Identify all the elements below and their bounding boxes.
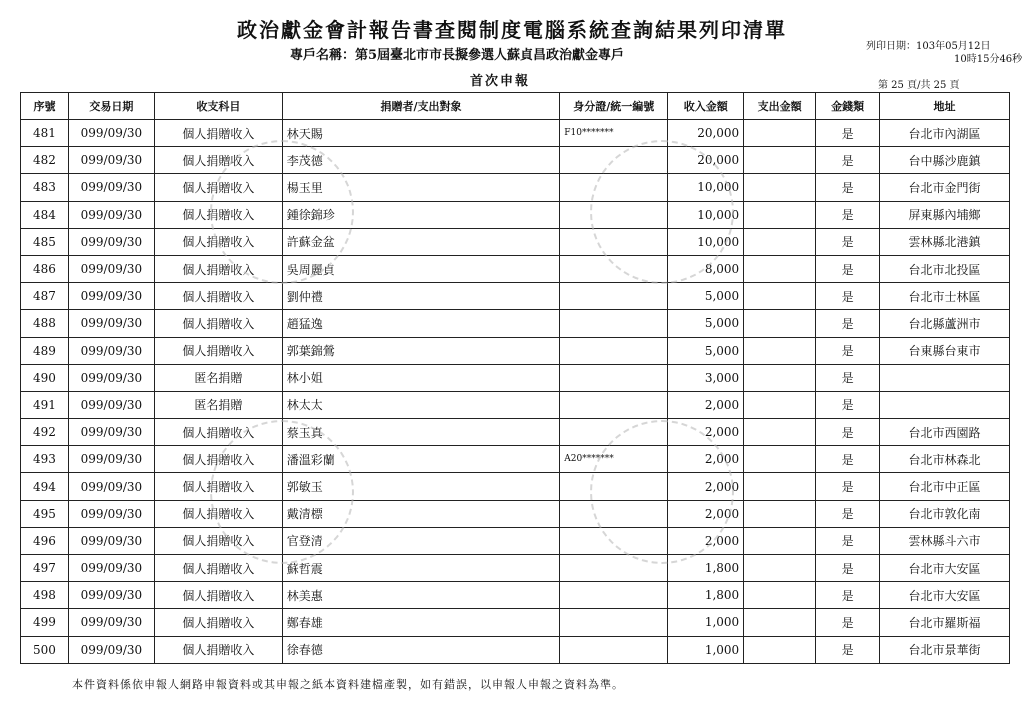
print-date-line [866, 40, 1022, 53]
table-row [21, 201, 1010, 228]
cell-id-number [560, 582, 668, 609]
header-address: 地址 [880, 93, 1010, 120]
cell-income-amount: 10,000 [668, 201, 744, 228]
cell-serial-no: 484 [21, 201, 69, 228]
cell-donor: 官登清 [282, 527, 560, 554]
account-name: 專戶名稱：第5屆臺北市市長擬參選人蘇貞昌政治獻金專戶 [290, 48, 625, 63]
header-expense-amount: 支出金額 [744, 93, 816, 120]
cell-id-number [560, 337, 668, 364]
table-body [21, 120, 1010, 664]
header-cash-flag: 金錢類 [816, 93, 880, 120]
cell-address: 台北市林森北 [880, 446, 1010, 473]
cell-category: 個人捐贈收入 [154, 255, 282, 282]
cell-transaction-date: 099/09/30 [68, 255, 154, 282]
cell-category: 匿名捐贈 [154, 364, 282, 391]
cell-donor: 許蘇金盆 [282, 228, 560, 255]
cell-income-amount: 5,000 [668, 283, 744, 310]
cell-id-number [560, 310, 668, 337]
cell-donor: 趙猛逸 [282, 310, 560, 337]
cell-transaction-date: 099/09/30 [68, 391, 154, 418]
cell-donor: 楊玉里 [282, 174, 560, 201]
print-info [866, 40, 1022, 66]
cell-address: 雲林縣北港鎮 [880, 228, 1010, 255]
cell-income-amount: 2,000 [668, 391, 744, 418]
cell-category: 個人捐贈收入 [154, 582, 282, 609]
cell-expense-amount [744, 391, 816, 418]
print-date: 103年05月12日 [916, 41, 991, 52]
cell-expense-amount [744, 174, 816, 201]
cell-transaction-date: 099/09/30 [68, 636, 154, 663]
cell-serial-no: 500 [21, 636, 69, 663]
cell-address: 台中縣沙鹿鎮 [880, 147, 1010, 174]
cell-expense-amount [744, 201, 816, 228]
cell-transaction-date: 099/09/30 [68, 555, 154, 582]
cell-expense-amount [744, 419, 816, 446]
cell-expense-amount [744, 337, 816, 364]
document-title: 政治獻金會計報告書查閱制度電腦系統查詢結果列印清單 [237, 18, 787, 42]
cell-income-amount: 10,000 [668, 174, 744, 201]
header-donor: 捐贈者/支出對象 [282, 93, 560, 120]
cell-cash-flag: 是 [816, 446, 880, 473]
cell-donor: 郭葉錦鶯 [282, 337, 560, 364]
cell-donor: 徐春德 [282, 636, 560, 663]
cell-donor: 劉仲禮 [282, 283, 560, 310]
cell-cash-flag: 是 [816, 283, 880, 310]
cell-donor: 鄭春雄 [282, 609, 560, 636]
cell-address [880, 364, 1010, 391]
cell-transaction-date: 099/09/30 [68, 419, 154, 446]
cell-cash-flag: 是 [816, 473, 880, 500]
cell-category: 個人捐贈收入 [154, 609, 282, 636]
table-row [21, 446, 1010, 473]
cell-cash-flag: 是 [816, 228, 880, 255]
print-date-label: 列印日期： [866, 41, 916, 52]
cell-address: 台北市敦化南 [880, 500, 1010, 527]
cell-cash-flag: 是 [816, 255, 880, 282]
cell-address: 屏東縣內埔鄉 [880, 201, 1010, 228]
cell-income-amount: 2,000 [668, 500, 744, 527]
cell-id-number [560, 391, 668, 418]
cell-income-amount: 8,000 [668, 255, 744, 282]
cell-donor: 林天賜 [282, 120, 560, 147]
table-row [21, 255, 1010, 282]
cell-cash-flag: 是 [816, 120, 880, 147]
cell-income-amount: 5,000 [668, 337, 744, 364]
cell-category: 個人捐贈收入 [154, 120, 282, 147]
cell-transaction-date: 099/09/30 [68, 147, 154, 174]
cell-income-amount: 2,000 [668, 446, 744, 473]
table-row [21, 391, 1010, 418]
cell-income-amount: 1,800 [668, 582, 744, 609]
cell-cash-flag: 是 [816, 147, 880, 174]
cell-serial-no: 499 [21, 609, 69, 636]
cell-transaction-date: 099/09/30 [68, 174, 154, 201]
cell-serial-no: 492 [21, 419, 69, 446]
header-id-number: 身分證/統一編號 [560, 93, 668, 120]
cell-transaction-date: 099/09/30 [68, 310, 154, 337]
cell-income-amount: 20,000 [668, 120, 744, 147]
cell-income-amount: 20,000 [668, 147, 744, 174]
header-serial-no: 序號 [21, 93, 69, 120]
cell-category: 個人捐贈收入 [154, 500, 282, 527]
cell-donor: 蘇哲震 [282, 555, 560, 582]
table-row [21, 310, 1010, 337]
cell-id-number [560, 473, 668, 500]
cell-address: 台北市中正區 [880, 473, 1010, 500]
table-row [21, 419, 1010, 446]
table-row [21, 283, 1010, 310]
cell-address: 台北市西園路 [880, 419, 1010, 446]
cell-id-number [560, 228, 668, 255]
cell-address: 台北市內湖區 [880, 120, 1010, 147]
cell-cash-flag: 是 [816, 310, 880, 337]
cell-id-number [560, 283, 668, 310]
cell-donor: 蔡玉真 [282, 419, 560, 446]
table-header-row [21, 93, 1010, 120]
cell-donor: 郭敏玉 [282, 473, 560, 500]
cell-expense-amount [744, 555, 816, 582]
cell-id-number [560, 527, 668, 554]
cell-income-amount: 2,000 [668, 473, 744, 500]
cell-transaction-date: 099/09/30 [68, 337, 154, 364]
cell-address: 台北縣蘆洲市 [880, 310, 1010, 337]
cell-category: 個人捐贈收入 [154, 446, 282, 473]
cell-income-amount: 5,000 [668, 310, 744, 337]
cell-serial-no: 494 [21, 473, 69, 500]
cell-id-number [560, 201, 668, 228]
cell-income-amount: 3,000 [668, 364, 744, 391]
cell-transaction-date: 099/09/30 [68, 500, 154, 527]
cell-donor: 林太太 [282, 391, 560, 418]
footer-note: 本件資料係依申報人網路申報資料或其申報之紙本資料建檔產製，如有錯誤，以申報人申報之資料為準。 [72, 678, 624, 691]
cell-id-number [560, 419, 668, 446]
cell-id-number [560, 609, 668, 636]
cell-category: 個人捐贈收入 [154, 174, 282, 201]
cell-transaction-date: 099/09/30 [68, 228, 154, 255]
cell-serial-no: 498 [21, 582, 69, 609]
cell-donor: 李茂德 [282, 147, 560, 174]
cell-expense-amount [744, 283, 816, 310]
cell-category: 個人捐贈收入 [154, 283, 282, 310]
cell-cash-flag: 是 [816, 174, 880, 201]
cell-serial-no: 487 [21, 283, 69, 310]
cell-donor: 林美惠 [282, 582, 560, 609]
table-row [21, 609, 1010, 636]
cell-expense-amount [744, 636, 816, 663]
table-row [21, 582, 1010, 609]
cell-address: 台北市大安區 [880, 555, 1010, 582]
cell-expense-amount [744, 255, 816, 282]
cell-cash-flag: 是 [816, 500, 880, 527]
table-row [21, 500, 1010, 527]
cell-income-amount: 2,000 [668, 419, 744, 446]
cell-cash-flag: 是 [816, 364, 880, 391]
cell-cash-flag: 是 [816, 527, 880, 554]
cell-serial-no: 491 [21, 391, 69, 418]
cell-serial-no: 490 [21, 364, 69, 391]
cell-expense-amount [744, 527, 816, 554]
cell-serial-no: 489 [21, 337, 69, 364]
cell-income-amount: 10,000 [668, 228, 744, 255]
page-info: 第 25 頁/共 25 頁 [878, 80, 960, 91]
table-row [21, 337, 1010, 364]
cell-cash-flag: 是 [816, 337, 880, 364]
table-row [21, 174, 1010, 201]
cell-expense-amount [744, 473, 816, 500]
cell-serial-no: 488 [21, 310, 69, 337]
header-income-amount: 收入金額 [668, 93, 744, 120]
cell-category: 匿名捐贈 [154, 391, 282, 418]
cell-cash-flag: 是 [816, 636, 880, 663]
table-row [21, 527, 1010, 554]
cell-category: 個人捐贈收入 [154, 555, 282, 582]
cell-income-amount: 1,000 [668, 636, 744, 663]
cell-id-number [560, 147, 668, 174]
cell-transaction-date: 099/09/30 [68, 120, 154, 147]
header-category: 收支科目 [154, 93, 282, 120]
cell-category: 個人捐贈收入 [154, 147, 282, 174]
cell-donor: 潘溫彩蘭 [282, 446, 560, 473]
cell-address: 台北市大安區 [880, 582, 1010, 609]
cell-address [880, 391, 1010, 418]
cell-transaction-date: 099/09/30 [68, 283, 154, 310]
cell-cash-flag: 是 [816, 201, 880, 228]
cell-transaction-date: 099/09/30 [68, 582, 154, 609]
cell-category: 個人捐贈收入 [154, 527, 282, 554]
cell-transaction-date: 099/09/30 [68, 609, 154, 636]
cell-id-number [560, 255, 668, 282]
table-row [21, 228, 1010, 255]
cell-donor: 鍾徐錦珍 [282, 201, 560, 228]
cell-transaction-date: 099/09/30 [68, 527, 154, 554]
cell-id-number [560, 636, 668, 663]
cell-id-number: F10******* [560, 120, 668, 147]
cell-address: 台北市羅斯福 [880, 609, 1010, 636]
cell-serial-no: 496 [21, 527, 69, 554]
cell-serial-no: 497 [21, 555, 69, 582]
cell-income-amount: 1,800 [668, 555, 744, 582]
cell-donor: 戴清標 [282, 500, 560, 527]
cell-address: 台北市景華街 [880, 636, 1010, 663]
table-row [21, 364, 1010, 391]
donation-ledger-table [20, 92, 1010, 664]
cell-cash-flag: 是 [816, 555, 880, 582]
cell-serial-no: 481 [21, 120, 69, 147]
cell-transaction-date: 099/09/30 [68, 473, 154, 500]
cell-expense-amount [744, 310, 816, 337]
cell-cash-flag: 是 [816, 419, 880, 446]
cell-category: 個人捐贈收入 [154, 419, 282, 446]
table-row [21, 120, 1010, 147]
cell-expense-amount [744, 120, 816, 147]
cell-expense-amount [744, 147, 816, 174]
cell-category: 個人捐贈收入 [154, 473, 282, 500]
cell-serial-no: 485 [21, 228, 69, 255]
cell-expense-amount [744, 228, 816, 255]
cell-transaction-date: 099/09/30 [68, 446, 154, 473]
cell-id-number [560, 555, 668, 582]
header-transaction-date: 交易日期 [68, 93, 154, 120]
cell-serial-no: 486 [21, 255, 69, 282]
cell-cash-flag: 是 [816, 391, 880, 418]
cell-address: 台北市北投區 [880, 255, 1010, 282]
cell-expense-amount [744, 446, 816, 473]
table-row [21, 147, 1010, 174]
cell-transaction-date: 099/09/30 [68, 201, 154, 228]
cell-expense-amount [744, 609, 816, 636]
cell-donor: 吳周麗貞 [282, 255, 560, 282]
cell-address: 台北市金門街 [880, 174, 1010, 201]
cell-cash-flag: 是 [816, 582, 880, 609]
cell-cash-flag: 是 [816, 609, 880, 636]
cell-id-number [560, 500, 668, 527]
cell-address: 台東縣台東市 [880, 337, 1010, 364]
table-row [21, 636, 1010, 663]
cell-serial-no: 483 [21, 174, 69, 201]
cell-id-number [560, 364, 668, 391]
cell-expense-amount [744, 364, 816, 391]
cell-serial-no: 482 [21, 147, 69, 174]
table-row [21, 555, 1010, 582]
cell-category: 個人捐贈收入 [154, 228, 282, 255]
print-time: 10時15分46秒 [954, 54, 1023, 65]
cell-serial-no: 493 [21, 446, 69, 473]
report-type: 首次申報 [470, 74, 531, 89]
cell-category: 個人捐贈收入 [154, 636, 282, 663]
table-row [21, 473, 1010, 500]
cell-serial-no: 495 [21, 500, 69, 527]
cell-category: 個人捐贈收入 [154, 337, 282, 364]
cell-expense-amount [744, 500, 816, 527]
cell-income-amount: 1,000 [668, 609, 744, 636]
cell-category: 個人捐贈收入 [154, 201, 282, 228]
cell-expense-amount [744, 582, 816, 609]
cell-address: 雲林縣斗六市 [880, 527, 1010, 554]
cell-transaction-date: 099/09/30 [68, 364, 154, 391]
cell-id-number [560, 174, 668, 201]
cell-donor: 林小姐 [282, 364, 560, 391]
cell-id-number: A20******* [560, 446, 668, 473]
cell-address: 台北市士林區 [880, 283, 1010, 310]
cell-category: 個人捐贈收入 [154, 310, 282, 337]
cell-income-amount: 2,000 [668, 527, 744, 554]
